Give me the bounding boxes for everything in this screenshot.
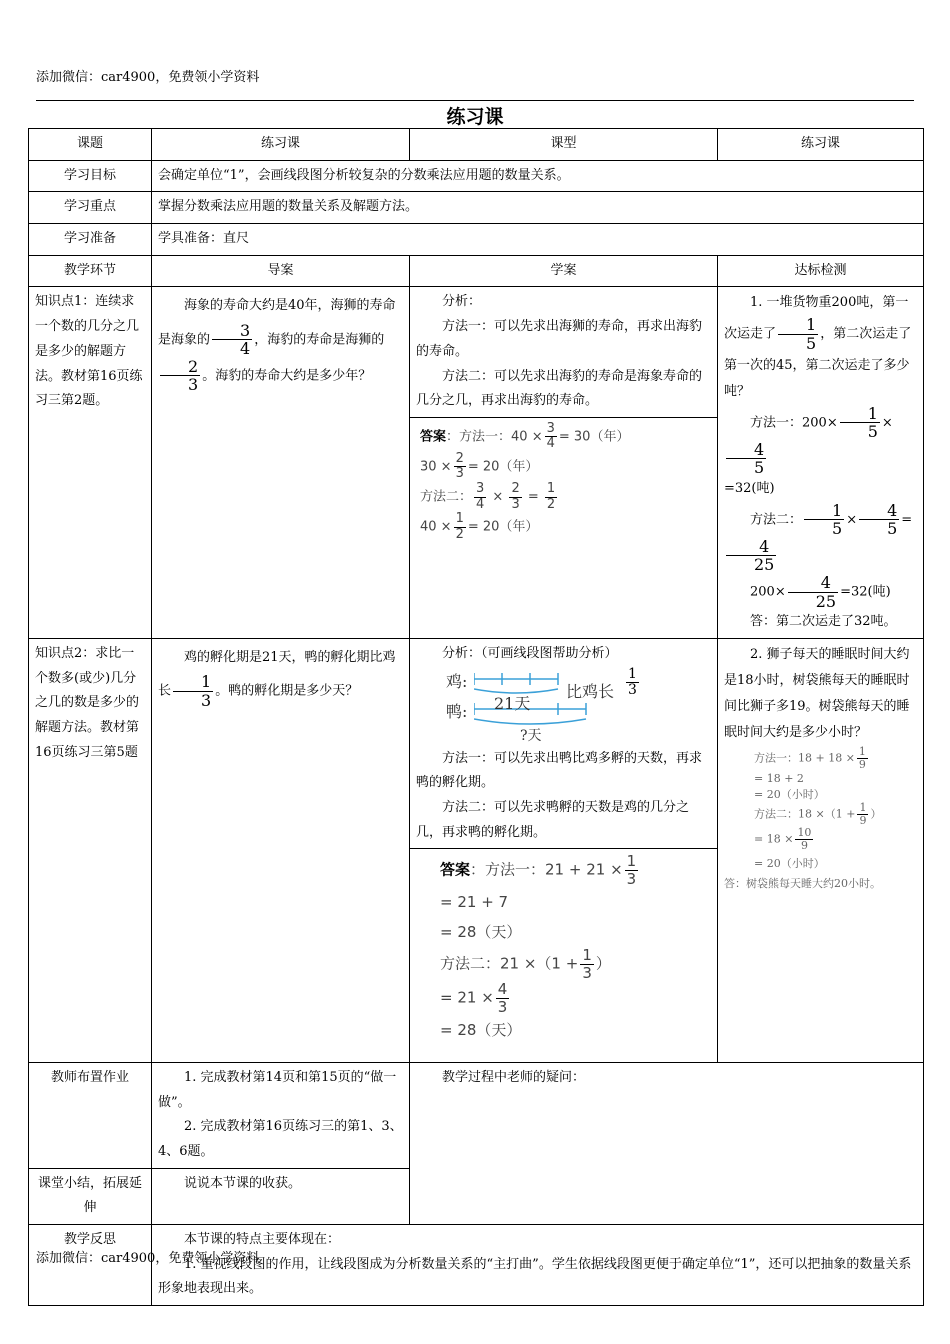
fraction-1-3: $\frac{1}{3}$ (173, 673, 213, 709)
teacher-question (410, 1062, 924, 1224)
reflection-p2: 1. 重视线段图的作用，让线段图成为分析数量关系的“主打曲”。学生依据线段图更便于确定单位“1”，还可以把抽象的数量关系形象地表现出来。 (158, 1256, 912, 1297)
k2-method2: 方法二：可以先求鸭孵的天数是鸡的几分之几，再求鸭的孵化期。 (416, 800, 690, 840)
topic-label: 课题 (29, 129, 152, 161)
type-label: 课型 (410, 129, 718, 161)
seg-chicken-label: 鸡: (446, 671, 468, 691)
k2-answer-label: 答案 (440, 860, 471, 879)
header-note: 添加微信：car4900，免费领小学资料 (36, 70, 260, 85)
reflection-p1: 本节课的特点主要体现在： (184, 1232, 341, 1248)
summary-text: 说说本节课的收获。 (184, 1175, 302, 1191)
topic-value: 练习课 (152, 129, 410, 161)
fraction-3-4: $\frac{3}{4}$ (212, 322, 252, 358)
k2-answer (410, 849, 717, 1049)
k2-method1: 方法一：可以先求出鸭比鸡多孵的天数，再求鸭的孵化期。 (416, 750, 703, 791)
k1-guide-text-c: 。海豹的寿命大约是多少年？ (202, 368, 372, 384)
k2-test-question: 2. 狮子每天的睡眠时间大约是18小时，树袋熊每天的睡眠时间比狮子多19。树袋熊每天的睡眠时间大约是多少小时？ (724, 646, 910, 740)
homework-item-2: 2. 完成教材第16页练习三的第1、3、4、6题。 (158, 1119, 403, 1159)
k2-test-line2: = 18 + 2 (754, 772, 804, 786)
fraction-4-5-t: $\frac{4}{5}$ (726, 441, 766, 477)
fraction-2-3: $\frac{2}{3}$ (160, 358, 200, 394)
summary-label: 课堂小结，拓展延伸 (29, 1168, 152, 1224)
segment-diagram (416, 667, 711, 747)
k1-ans-line4: 40 × (420, 519, 452, 535)
k1-ans-line2: 30 × (420, 459, 452, 475)
col-stage: 教学环节 (29, 255, 152, 287)
k2-test-line3: = 20（小时） (754, 787, 825, 801)
k1-method2: 方法二：可以先求出海豹的寿命是海象寿命的几分之几，再求出海豹的寿命。 (416, 368, 703, 409)
page-title: 练习课 (446, 106, 504, 128)
fraction-1-3-seg: $\frac{1}{3}$ (628, 665, 637, 699)
fraction-1-9-b: $\frac{1}{9}$ (859, 800, 867, 827)
k2-test-line4: 方法二：18 ×（1 + (754, 807, 856, 821)
fraction-10-9: $\frac{10}{9}$ (797, 826, 812, 853)
k1-test-question-a: 1. 一堆货物重200吨，第一次运走了 (724, 295, 909, 343)
col-guide: 导案 (152, 255, 410, 287)
k1-guide-text-a: 海象的寿命大约是40年，海狮的寿命是海象的 (158, 298, 396, 348)
k1-test-method1-result: =32(吨) (724, 481, 775, 496)
k1-guide-text-b: ，海豹的寿命是海狮的 (254, 332, 385, 348)
k1-test-answer: 答：第二次运走了32吨。 (750, 614, 897, 630)
k2-ans-line3: = 28（天） (440, 923, 522, 942)
k2-test-line4-close: ） (870, 807, 882, 821)
k1-test-method2-b: 200× (750, 584, 786, 600)
fraction-2-3-m2: $\frac{2}{3}$ (511, 481, 520, 512)
summary-value (152, 1168, 410, 1224)
k1-test-question-b: ，第二次运走了第一次的45，第二次运走了多少吨？ (724, 327, 912, 399)
k2-guide (152, 638, 410, 1062)
k2-ans-line5: = 21 × (440, 988, 494, 1007)
k2-label: 知识点2：求比一个数多(或少)几分之几的数是多少的解题方法。教材第16页练习三第5题 (29, 638, 152, 1062)
fraction-1-2-ans: $\frac{1}{2}$ (455, 511, 464, 542)
footer-note: 添加微信：car4900，免费领小学资料 (36, 1251, 260, 1266)
prep-label: 学习准备 (29, 224, 152, 256)
k1-ans-line3: 方法二： (420, 489, 473, 505)
k1-ans-line1: ：方法一：40 × (446, 429, 543, 445)
lesson-table (28, 128, 924, 1306)
seg-21-label: 21天 (494, 693, 531, 713)
key-value: 掌握分数乘法应用题的数量关系及解题方法。 (152, 192, 924, 224)
seg-question-label: ?天 (520, 727, 542, 744)
k2-test-solution (724, 746, 917, 893)
type-value: 练习课 (718, 129, 924, 161)
k2-guide-text-a: 鸡的孵化期是21天，鸭的孵化期比鸡长 (158, 649, 396, 699)
fraction-1-5-t2: $\frac{1}{5}$ (804, 502, 844, 538)
k1-test-method1: 方法一：200× (750, 415, 838, 431)
k2-test-answer: 答：树袋熊每天睡大约20小时。 (724, 877, 881, 891)
fraction-1-5-t: $\frac{1}{5}$ (840, 405, 880, 441)
k2-test-line1: 方法一：18 + 18 × (754, 751, 855, 765)
k1-analysis: 分析： (442, 294, 482, 310)
k2-analysis: 分析：（可画线段图帮助分析） (442, 645, 618, 661)
k1-test-method2-result: =32(吨) (840, 584, 891, 600)
homework-item-1: 1. 完成教材第14页和第15页的“做一做”。 (158, 1069, 397, 1110)
fraction-3-4-ans: $\frac{3}{4}$ (546, 420, 555, 452)
k2-ans-line2: = 21 + 7 (440, 893, 509, 912)
k2-ans-line6: = 28（天） (440, 1021, 522, 1040)
reflection-label: 教学反思 (29, 1225, 152, 1306)
k2-ans-line4: 方法二：21 ×（1 + (440, 954, 579, 973)
reflection-body (152, 1225, 924, 1306)
fraction-1-9: $\frac{1}{9}$ (858, 744, 866, 772)
fraction-4-5-t2: $\frac{4}{5}$ (859, 502, 899, 538)
fraction-1-3-ans: $\frac{1}{3}$ (626, 852, 637, 888)
k2-test (718, 638, 924, 1062)
k1-answer: 答案：方法一：40 × $\frac{3}{4}$ = 30（年） 30 × $\frac{2}{3}$ = 20（年） 方法二： $\frac{3}{4}$ × $\frac{2}{3}$ = $\frac{1}{2}$ 40 × $\frac{1}{2}$ = 20（年） (420, 420, 630, 542)
k1-guide (152, 287, 410, 639)
k2-test-line6: = 20（小时） (754, 857, 825, 871)
k1-label: 知识点1：连续求一个数的几分之几是多少的解题方法。教材第16页练习三第2题。 (29, 287, 152, 639)
k2-ans-line1: ：方法一：21 + 21 × (470, 860, 623, 879)
goal-label: 学习目标 (29, 160, 152, 192)
prep-value: 学具准备：直尺 (152, 224, 924, 256)
fraction-2-3-ans: $\frac{2}{3}$ (455, 451, 464, 482)
k1-learn (410, 287, 718, 639)
k1-ans-line1-result: = 30（年） (558, 429, 630, 445)
homework-items (152, 1062, 410, 1168)
k1-answer-label: 答案 (420, 429, 447, 445)
k1-test: 1. 一堆货物重200吨，第一次运走了 $\frac{1}{5}$ ，第二次运走了第一次的45，第二次运走了多少吨？ 方法一：200× $\frac{1}{5}$ × $\frac{4}{5}$ =32(吨) 方法二： $\frac{1}{5}$ × $\frac{4}{5}$ = $\frac{4}{25}$ 200× $\frac{4}{25}$ =32(吨) 答：第二次运走了32吨。 (718, 287, 924, 639)
k2-guide-text-b: 。鸭的孵化期是多少天？ (215, 683, 359, 699)
col-test: 达标检测 (718, 255, 924, 287)
k1-ans-line2-result: = 20（年） (467, 459, 539, 475)
fraction-4-25: $\frac{4}{25}$ (726, 538, 776, 574)
header-rule (36, 100, 914, 101)
fraction-1-3-ans2: $\frac{1}{3}$ (582, 946, 592, 982)
fraction-1-2: $\frac{1}{2}$ (546, 481, 556, 512)
fraction-4-3: $\frac{4}{3}$ (497, 980, 508, 1016)
k2-learn (410, 638, 718, 1062)
fraction-3-4-m2: $\frac{3}{4}$ (476, 481, 485, 512)
seg-longer-label: 比鸡长 (566, 681, 615, 701)
k2-ans-line4-close: ） (595, 954, 611, 973)
homework-label: 教师布置作业 (29, 1062, 152, 1168)
k2-test-line5: = 18 × (754, 832, 794, 846)
goal-value: 会确定单位“1”，会画线段图分析较复杂的分数乘法应用题的数量关系。 (152, 160, 924, 192)
key-label: 学习重点 (29, 192, 152, 224)
seg-duck-label: 鸭: (446, 701, 468, 721)
fraction-1-5: $\frac{1}{5}$ (778, 316, 818, 352)
fraction-4-25-t: $\frac{4}{25}$ (788, 574, 838, 610)
col-learn: 学案 (410, 255, 718, 287)
k1-test-method2: 方法二： (750, 512, 803, 528)
k1-ans-line4-result: = 20（年） (467, 519, 539, 535)
teacher-question-text: 教学过程中老师的疑问： (442, 1069, 586, 1085)
k1-method1: 方法一：可以先求出海狮的寿命，再求出海豹的寿命。 (416, 319, 703, 359)
